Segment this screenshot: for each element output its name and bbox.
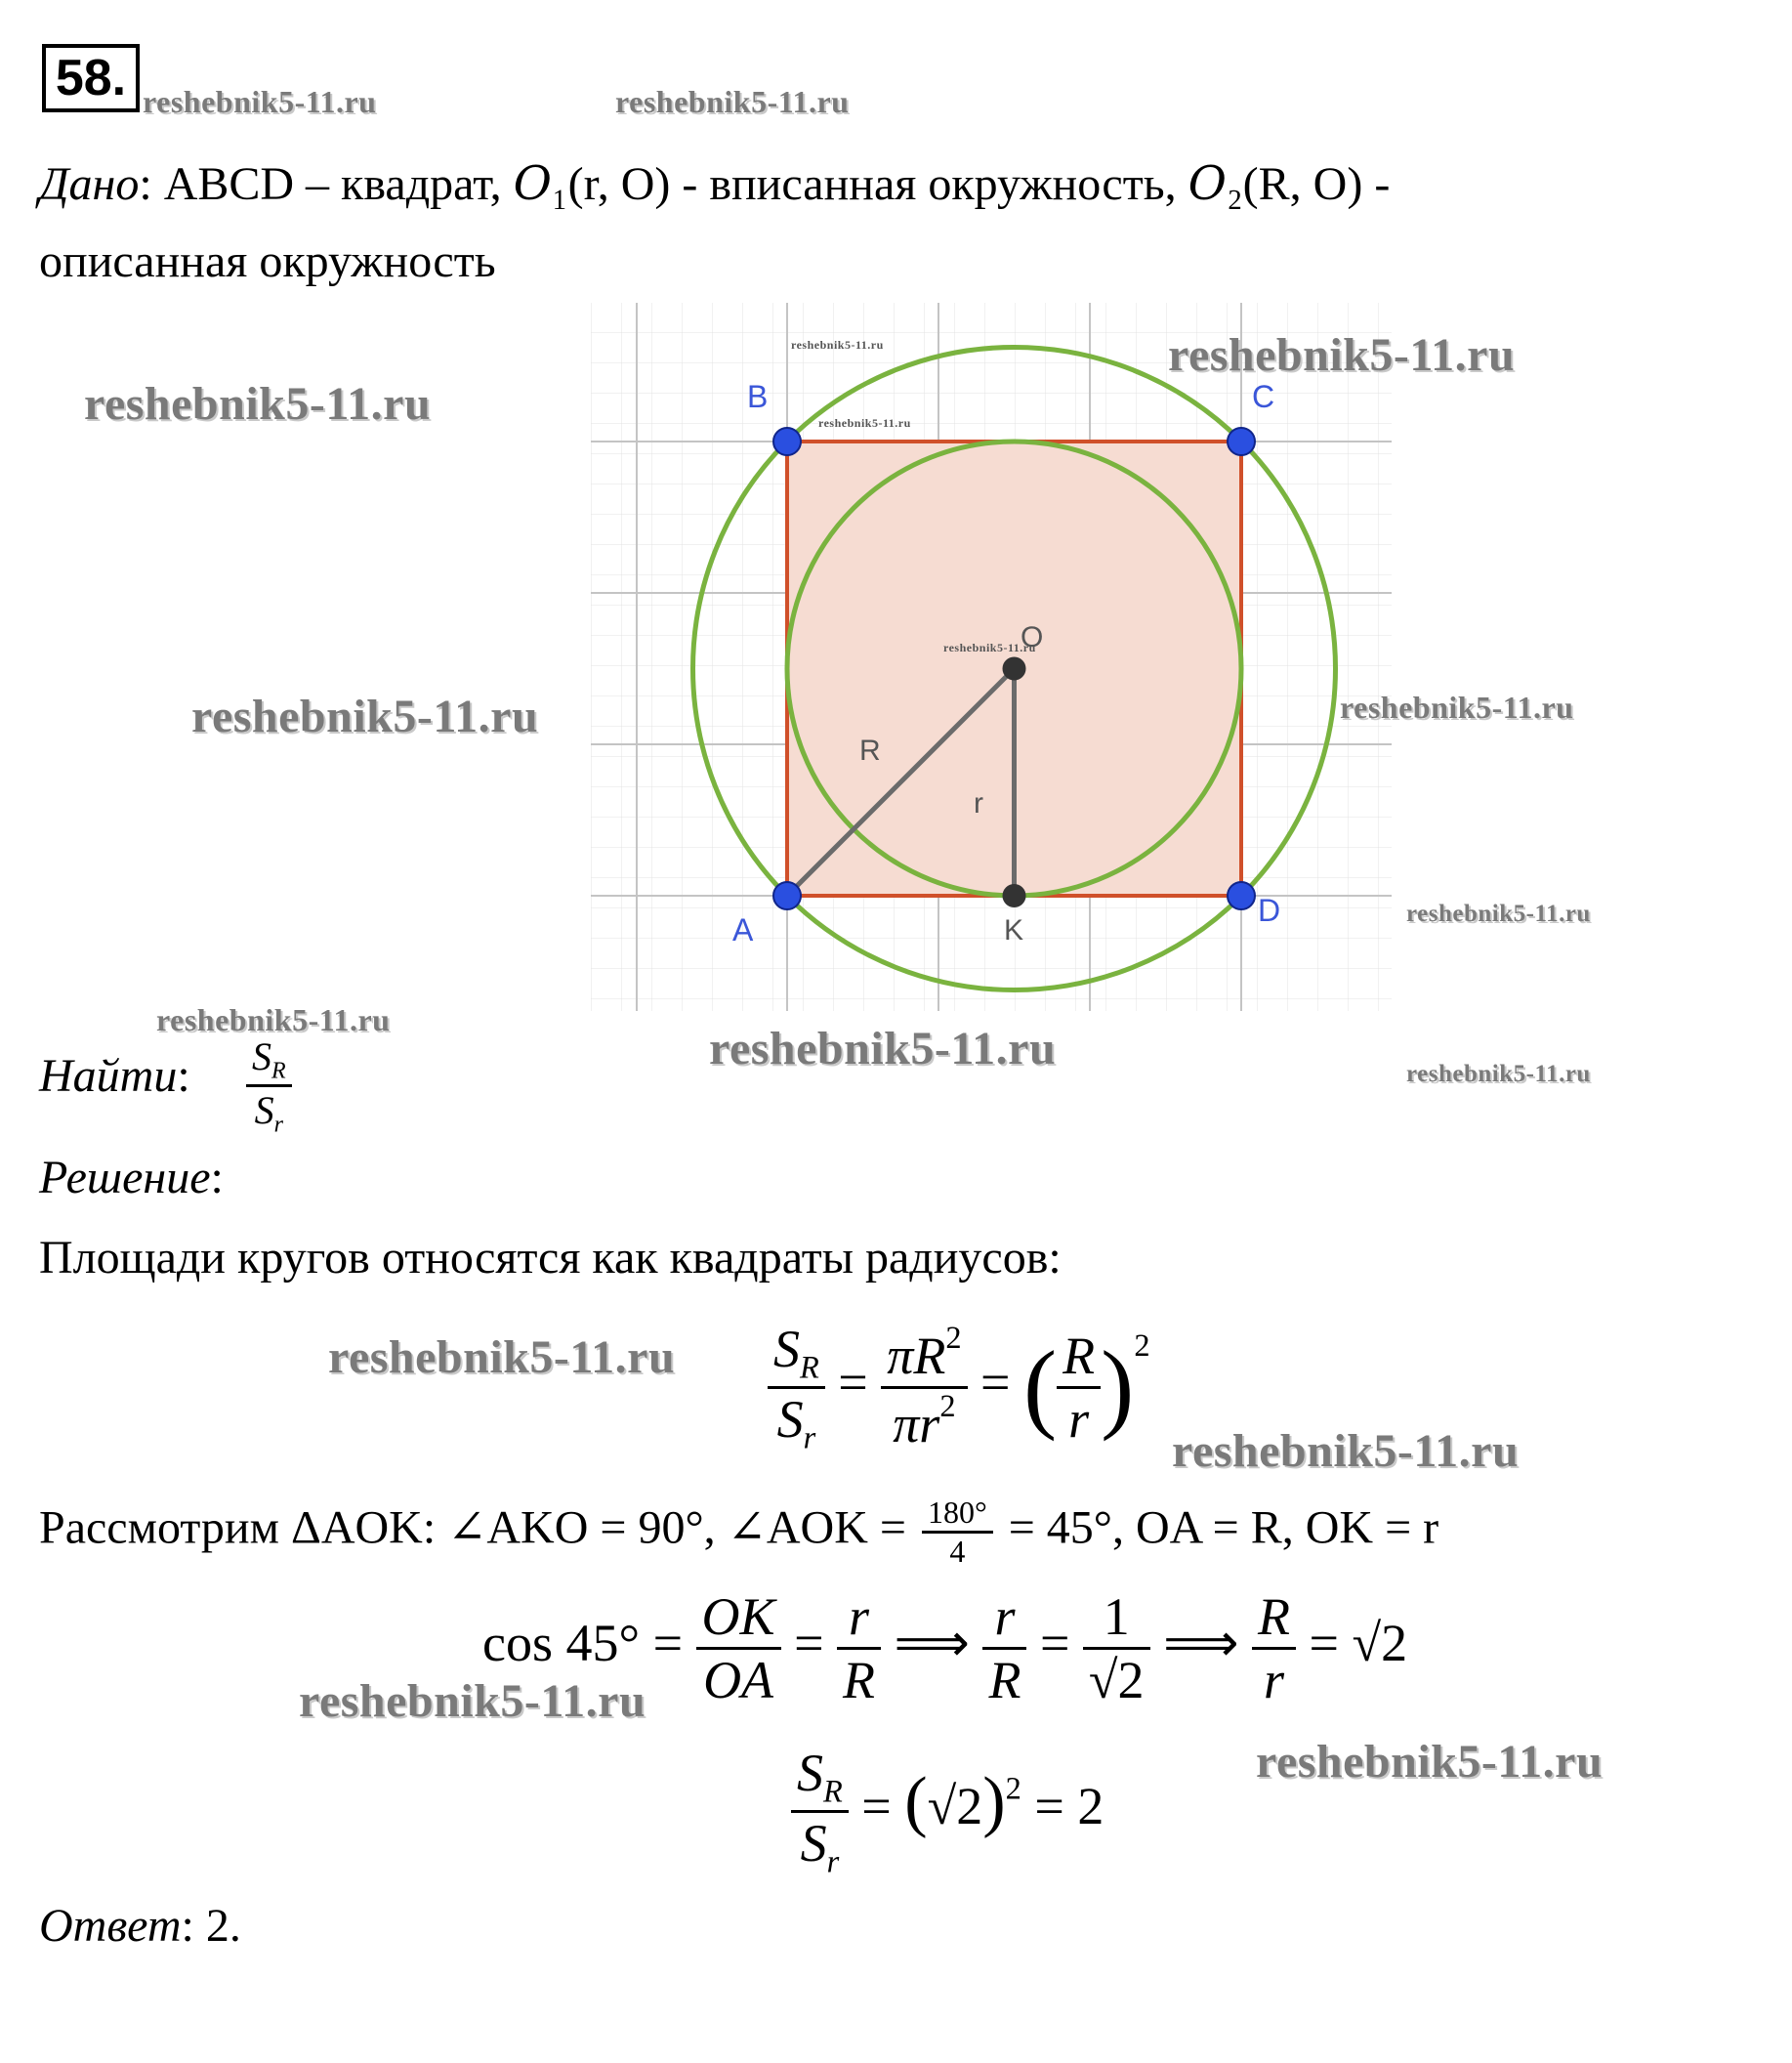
given-label: Дано [39, 158, 140, 210]
geometry-figure [586, 298, 1396, 1021]
consider-line: Рассмотрим ΔAOK: ∠AKO = 90°, ∠AOK = $\frac{180^\circ}{4}$ = 45°, OA = R, OK = r [39, 1495, 1439, 1569]
point-b [773, 428, 801, 455]
point-o [1003, 657, 1026, 681]
answer-line [39, 1899, 241, 1953]
problem-number: 58. [42, 44, 140, 112]
watermark: reshebnik5-11.ru [1256, 1736, 1604, 1788]
label-r-big: R [859, 735, 881, 767]
watermark: reshebnik5-11.ru [84, 378, 432, 430]
watermark: reshebnik5-11.ru [156, 1002, 391, 1037]
watermark: reshebnik5-11.ru [943, 641, 1036, 654]
watermark: reshebnik5-11.ru [615, 84, 850, 119]
answer-value: : 2. [181, 1900, 241, 1952]
watermark: reshebnik5-11.ru [791, 338, 884, 352]
watermark: reshebnik5-11.ru [143, 84, 377, 119]
watermark: reshebnik5-11.ru [1406, 901, 1591, 927]
watermark: reshebnik5-11.ru [1172, 1425, 1520, 1477]
watermark: reshebnik5-11.ru [191, 691, 539, 742]
label-o: O [1021, 621, 1044, 653]
label-a: A [732, 912, 754, 947]
point-k [1003, 884, 1026, 907]
label-b: B [747, 379, 769, 414]
watermark: reshebnik5-11.ru [299, 1675, 646, 1727]
given-line-1 [39, 156, 1390, 211]
find-fraction: $\frac{S_R}{S_r}$ [246, 1033, 292, 1139]
label-c: C [1252, 379, 1275, 414]
watermark: reshebnik5-11.ru [1340, 690, 1574, 725]
solution-label: Решение [39, 1152, 211, 1203]
point-d [1228, 882, 1255, 909]
formula-result: $\frac{S_R}{S_r}$ = $(√2)^2 = 2$ [791, 1743, 1104, 1881]
formula-area-ratio: $\frac{S_R}{S_r}$ = $\frac{\pi R^2}{\pi r^2}$ = ( $\frac{R}{r}$ )$^2$ [768, 1319, 1150, 1457]
point-a [773, 882, 801, 909]
given-text: : ABCD – квадрат, 𝑂₁(r, O) - вписанная окружность, 𝑂₂(R, O) - [139, 158, 1391, 210]
watermark: reshebnik5-11.ru [818, 416, 911, 430]
label-k: K [1004, 914, 1024, 947]
answer-label: Ответ [39, 1900, 182, 1952]
watermark: reshebnik5-11.ru [1406, 1061, 1591, 1087]
solution-label-line: Решение: [39, 1152, 224, 1203]
find-line: Найти: [39, 1050, 190, 1102]
formula-cos: cos 45° = $\frac{OK}{OA}$ = $\frac{r}{R}$ ⟹ $\frac{r}{R}$ = $\frac{1}{√2}$ ⟹ $\frac{R}{r}$ = √2 [482, 1587, 1408, 1709]
watermark: reshebnik5-11.ru [328, 1331, 676, 1383]
find-label: Найти [39, 1050, 178, 1102]
solution-text-1: Площади кругов относятся как квадраты радиусов: [39, 1232, 1062, 1284]
given-line-2: описанная окружность [39, 235, 496, 287]
label-r-small: r [974, 787, 983, 820]
label-d: D [1258, 893, 1281, 928]
watermark: reshebnik5-11.ru [1168, 329, 1516, 381]
point-c [1228, 428, 1255, 455]
watermark: reshebnik5-11.ru [709, 1023, 1057, 1074]
